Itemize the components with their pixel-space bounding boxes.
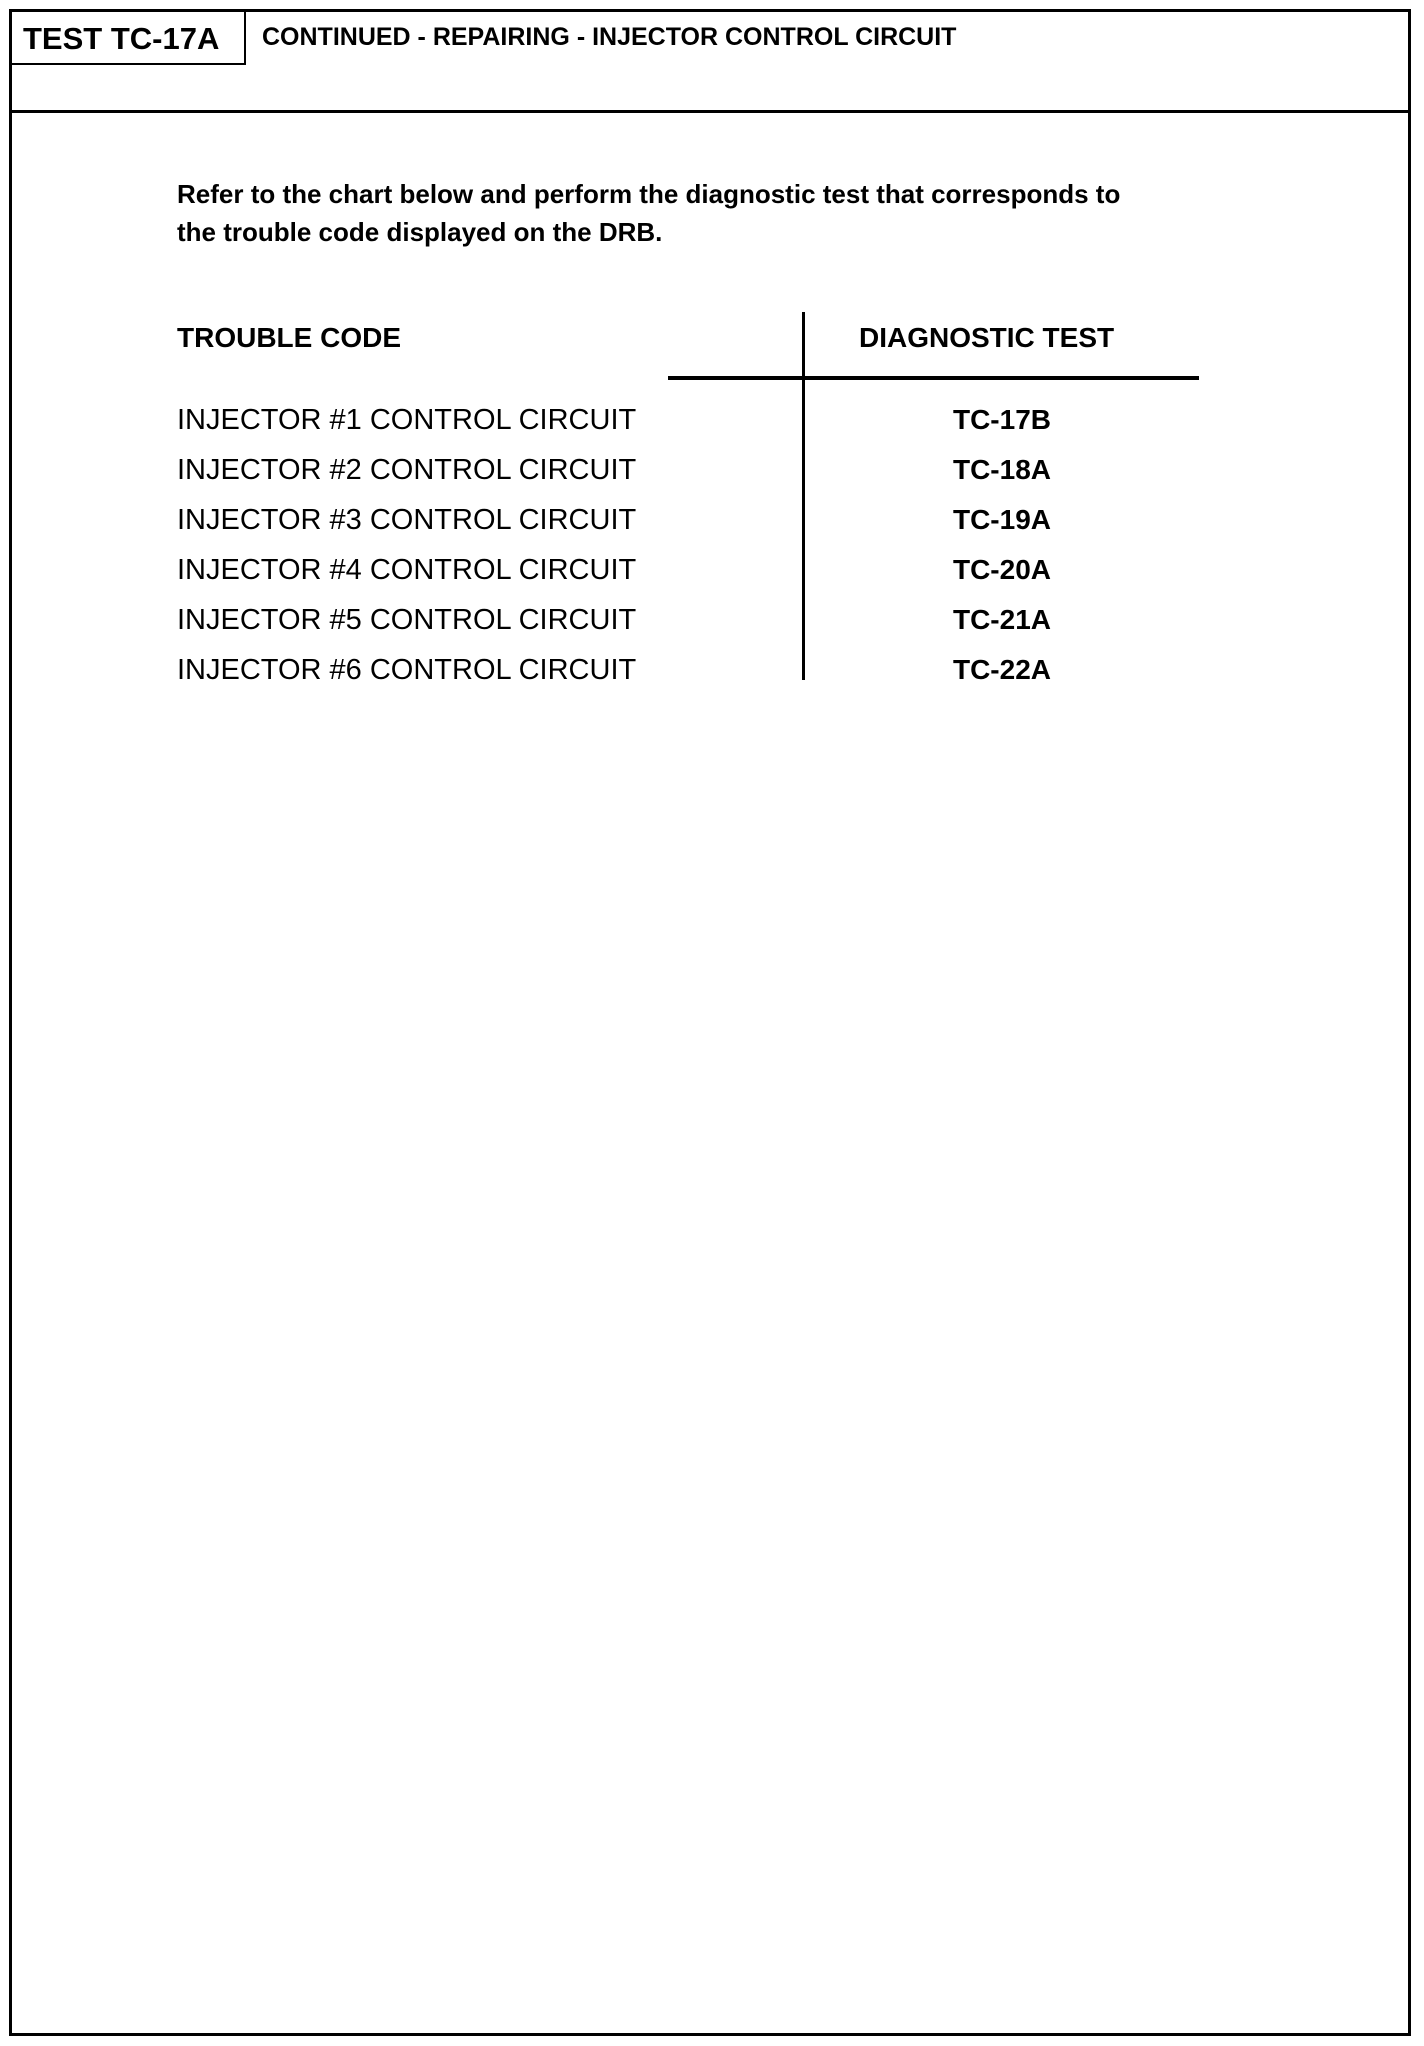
page-title: CONTINUED - REPAIRING - INJECTOR CONTROL CIRCUIT [262, 23, 957, 51]
instructions [177, 175, 1257, 251]
diagnostic-test-cell: TC-19A [952, 504, 1051, 535]
table-row [177, 595, 1199, 645]
diagnostic-test-cell: TC-22A [952, 654, 1051, 685]
trouble-code-cell: INJECTOR #4 CONTROL CIRCUIT [177, 554, 637, 586]
column-header-diagnostic-test: DIAGNOSTIC TEST [859, 322, 1115, 353]
trouble-code-cell: INJECTOR #2 CONTROL CIRCUIT [177, 454, 637, 486]
diagnostic-test-cell: TC-21A [952, 604, 1051, 635]
table-row [177, 495, 1199, 545]
diagnostic-test-cell: TC-20A [952, 554, 1051, 585]
table-row [177, 545, 1199, 595]
header-rule [668, 376, 1199, 380]
trouble-code-cell: INJECTOR #6 CONTROL CIRCUIT [177, 654, 637, 686]
trouble-code-cell: INJECTOR #3 CONTROL CIRCUIT [177, 504, 637, 536]
instructions-line-1: Refer to the chart below and perform the diagnostic test that corresponds to [177, 179, 1121, 209]
trouble-code-table [177, 312, 1199, 692]
table-row [177, 445, 1199, 495]
table-row [177, 645, 1199, 695]
instructions-line-2: the trouble code displayed on the DRB. [177, 217, 663, 247]
trouble-code-cell: INJECTOR #5 CONTROL CIRCUIT [177, 604, 637, 636]
header-band [12, 12, 1408, 113]
trouble-code-cell: INJECTOR #1 CONTROL CIRCUIT [177, 404, 637, 436]
diagnostic-test-cell: TC-18A [952, 454, 1051, 485]
table-row [177, 395, 1199, 445]
test-id: TEST TC-17A [12, 12, 246, 65]
column-header-trouble-code: TROUBLE CODE [177, 322, 401, 353]
diagnostic-test-cell: TC-17B [952, 404, 1051, 435]
